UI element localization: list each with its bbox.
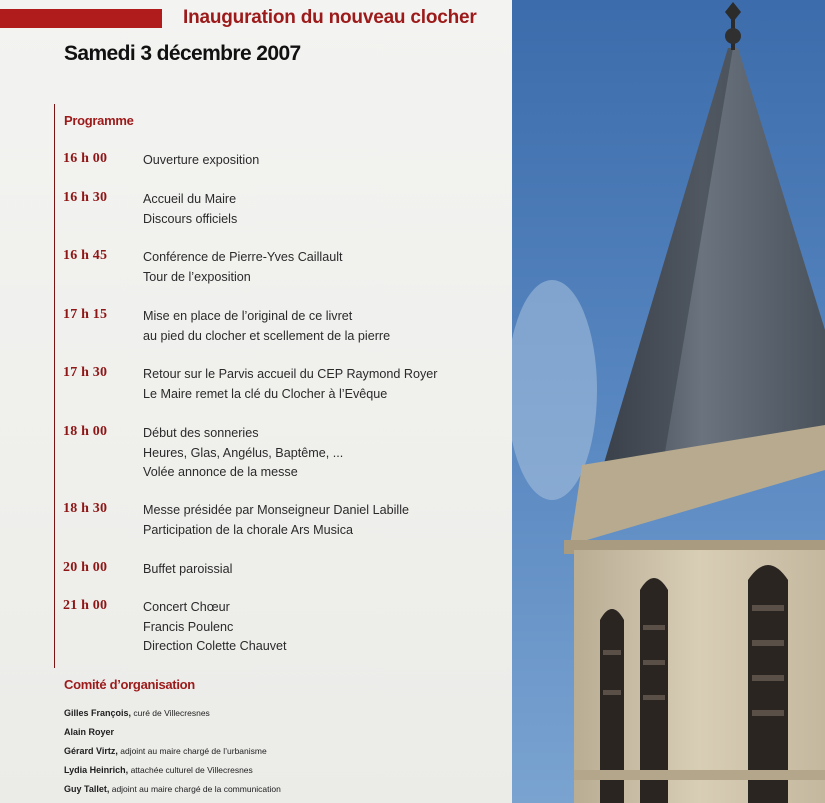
member-role: attachée culturel de Villecresnes <box>130 765 253 775</box>
schedule-time: 21 h 00 <box>63 598 108 613</box>
comite-member <box>64 746 267 756</box>
schedule-line: Conférence de Pierre-Yves Caillault <box>143 250 343 264</box>
comite-heading: Comité d’organisation <box>64 677 195 692</box>
schedule-line: au pied du clocher et scellement de la pierre <box>143 328 391 343</box>
finial-ball <box>725 28 741 44</box>
member-role: adjoint au maire chargé de la communication <box>111 784 281 794</box>
schedule-line: Volée annonce de la messe <box>143 465 298 479</box>
schedule-description <box>143 248 343 287</box>
schedule-line: Heures, Glas, Angélus, Baptême, ... <box>143 445 344 460</box>
schedule-line: Messe présidée par Monseigneur Daniel Labille <box>143 503 410 517</box>
schedule-line: Retour sur le Parvis accueil du CEP Raymond Royer <box>143 367 438 381</box>
comite-member <box>64 727 114 737</box>
page-title: Inauguration du nouveau clocher <box>183 7 477 28</box>
member-name: Gilles François, <box>64 708 132 718</box>
comite-member <box>64 784 281 794</box>
schedule-line: Début des sonneries <box>143 426 259 440</box>
member-name: Gérard Virtz, <box>64 746 118 756</box>
schedule-time: 18 h 30 <box>63 501 108 516</box>
member-role: curé de Villecresnes <box>133 708 210 718</box>
schedule-line: Concert Chœur <box>143 600 230 614</box>
schedule-description <box>143 365 437 404</box>
schedule-description <box>143 424 343 483</box>
member-name: Guy Tallet, <box>64 784 110 794</box>
member-role: adjoint au maire chargé de l’urbanisme <box>120 746 267 756</box>
programme-divider-line <box>54 104 55 668</box>
schedule-line: Tour de l’exposition <box>143 269 251 284</box>
schedule-line: Accueil du Maire <box>143 192 237 206</box>
bell-tower-photo <box>512 0 825 803</box>
schedule-time: 16 h 30 <box>63 190 108 205</box>
arch-window-2 <box>640 578 668 803</box>
header-red-bar <box>0 9 162 28</box>
schedule-time: 17 h 30 <box>63 365 108 380</box>
schedule-description <box>143 190 237 229</box>
arch-window-3 <box>748 565 788 803</box>
bell-tower-illustration <box>512 0 825 803</box>
schedule-line: Francis Poulenc <box>143 619 234 634</box>
schedule-description <box>143 307 390 346</box>
schedule-time: 16 h 45 <box>63 248 108 263</box>
schedule-line: Buffet paroissial <box>143 562 233 576</box>
comite-member <box>64 708 210 718</box>
lower-ledge <box>574 770 825 780</box>
programme-heading: Programme <box>64 113 134 128</box>
comite-member <box>64 765 253 775</box>
event-date: Samedi 3 décembre 2007 <box>64 42 301 65</box>
schedule-line: Participation de la chorale Ars Musica <box>143 522 353 537</box>
schedule-line: Mise en place de l’original de ce livret <box>143 309 353 323</box>
schedule-line: Direction Colette Chauvet <box>143 639 287 653</box>
schedule-time: 17 h 15 <box>63 307 108 322</box>
schedule-time: 18 h 00 <box>63 424 108 439</box>
schedule-description <box>143 560 232 580</box>
schedule-time: 16 h 00 <box>63 151 108 166</box>
schedule-description <box>143 501 409 540</box>
schedule-description <box>143 151 259 171</box>
schedule-line: Ouverture exposition <box>143 153 260 167</box>
member-name: Alain Royer <box>64 727 115 737</box>
schedule-description <box>143 598 287 657</box>
schedule-line: Le Maire remet la clé du Clocher à l’Evêque <box>143 386 388 401</box>
member-name: Lydia Heinrich, <box>64 765 129 775</box>
schedule-time: 20 h 00 <box>63 560 108 575</box>
schedule-line: Discours officiels <box>143 211 238 226</box>
